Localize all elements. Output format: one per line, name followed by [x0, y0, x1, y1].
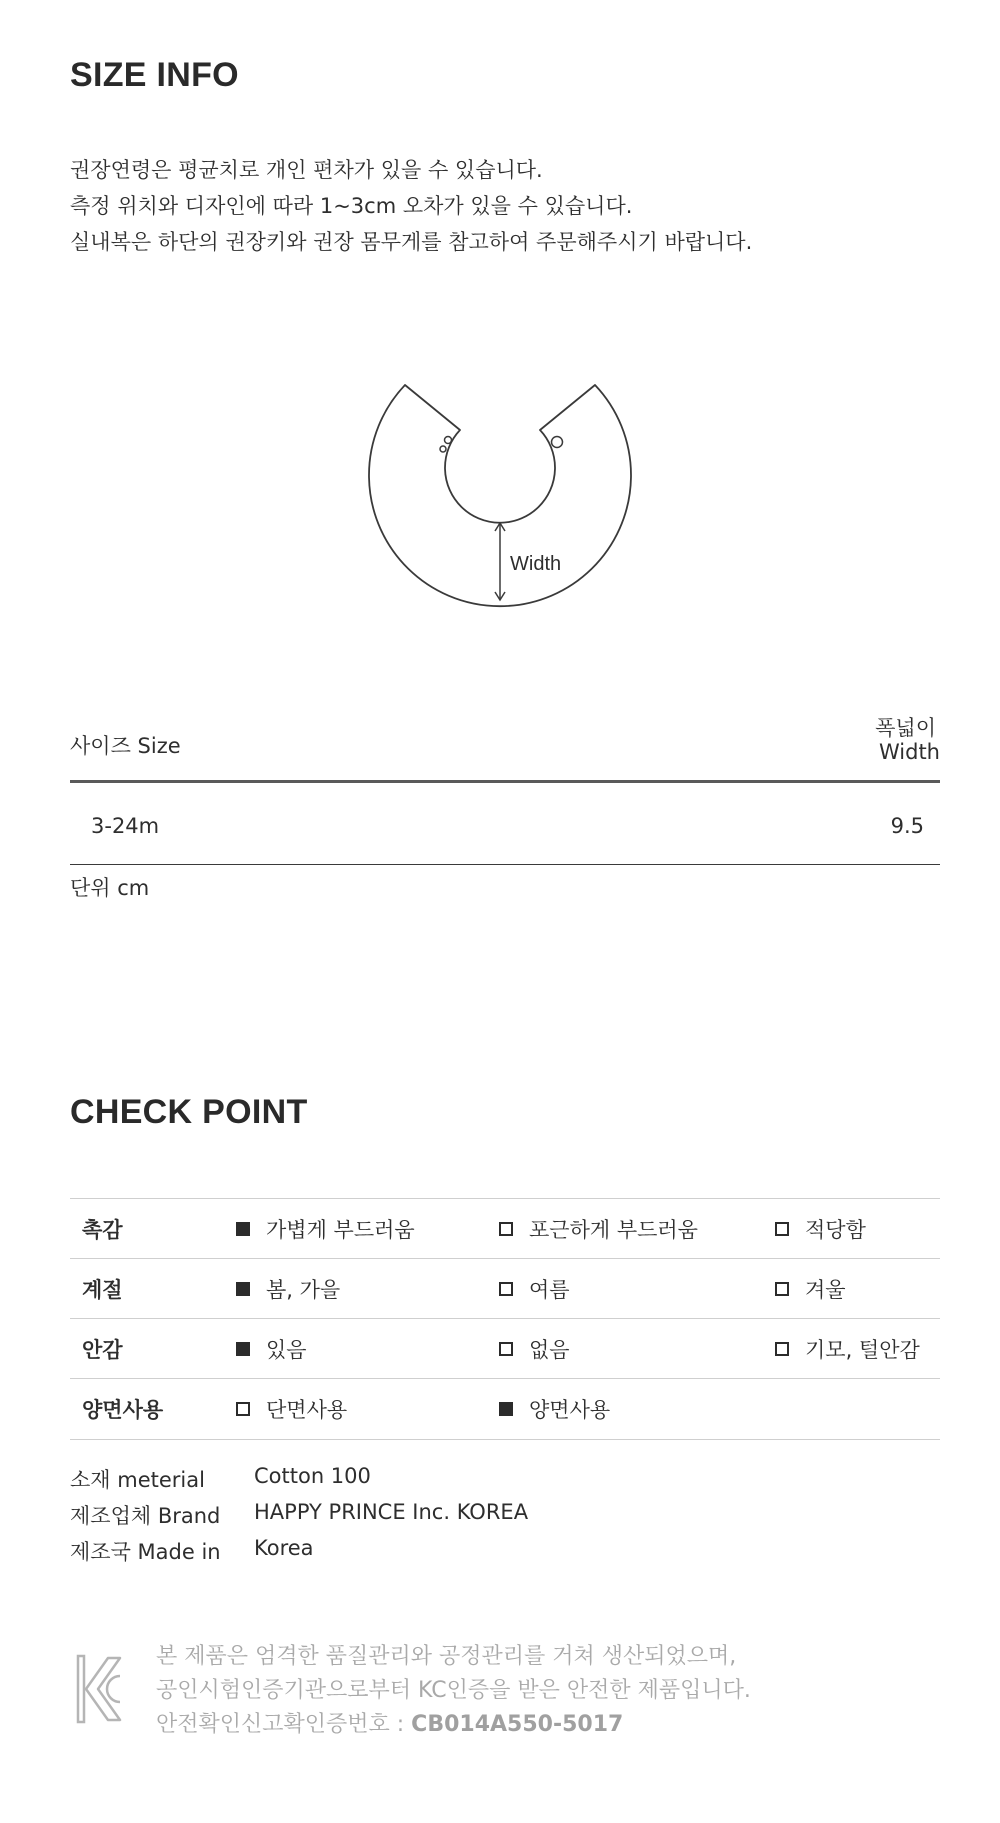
width-col-header-ko: 폭넓이: [875, 716, 936, 740]
check-point-label: 양면사용: [82, 1398, 164, 1422]
size-col-header: 사이즈 Size: [70, 734, 181, 758]
check-point-option-label: 포근하게 부드러움: [529, 1218, 698, 1242]
kc-line-1: 본 제품은 엄격한 품질관리와 공정관리를 거쳐 생산되었으며,: [156, 1644, 737, 1669]
unit-note: 단위 cm: [70, 876, 150, 900]
unchecked-box-icon: [236, 1402, 250, 1416]
kc-line-2: 공인시험인증기관으로부터 KC인증을 받은 안전한 제품입니다.: [156, 1678, 751, 1703]
kc-mark-icon: [76, 1654, 122, 1724]
made-in-key: 제조국 Made in: [70, 1540, 221, 1564]
check-point-option: [236, 1334, 307, 1364]
size-info-title: SIZE INFO: [70, 56, 239, 94]
material-key: 소재 meterial: [70, 1468, 205, 1492]
checked-box-icon: [236, 1222, 250, 1236]
check-point-option-label: 가볍게 부드러움: [266, 1218, 415, 1242]
check-point-option: [775, 1214, 866, 1244]
check-point-option: [499, 1274, 570, 1304]
check-point-title: CHECK POINT: [70, 1093, 308, 1131]
brand-key: 제조업체 Brand: [70, 1504, 221, 1528]
size-table-header-rule: [70, 780, 940, 783]
check-point-label: 안감: [82, 1338, 123, 1362]
unchecked-box-icon: [775, 1342, 789, 1356]
check-point-option-label: 여름: [529, 1278, 570, 1302]
snap-hole-right: [552, 437, 563, 448]
size-table-bottom-rule: [70, 864, 940, 865]
check-point-option: [775, 1274, 846, 1304]
snap-hole-left-top: [445, 437, 452, 444]
check-point-option-label: 있음: [266, 1338, 307, 1362]
width-col-header-en: Width: [878, 740, 940, 764]
size-note-3: 실내복은 하단의 권장키와 권장 몸무게를 참고하여 주문해주시기 바랍니다.: [70, 230, 753, 254]
kc-cert-label: 안전확인신고확인증번호 :: [156, 1712, 412, 1737]
check-point-row: [70, 1258, 940, 1319]
check-point-row: [70, 1318, 940, 1379]
width-label: Width: [510, 553, 562, 575]
check-point-option: [775, 1334, 920, 1364]
check-point-label: 계절: [82, 1278, 123, 1302]
checked-box-icon: [236, 1342, 250, 1356]
size-cell: 3-24m: [91, 814, 160, 838]
checked-box-icon: [499, 1402, 513, 1416]
snap-hole-left-bottom: [440, 446, 446, 452]
checked-box-icon: [236, 1282, 250, 1296]
size-note-1: 권장연령은 평균치로 개인 편차가 있을 수 있습니다.: [70, 158, 543, 182]
check-point-option: [499, 1394, 610, 1424]
unchecked-box-icon: [775, 1222, 789, 1236]
check-point-row: [70, 1198, 940, 1259]
unchecked-box-icon: [499, 1282, 513, 1296]
brand-value: HAPPY PRINCE Inc. KOREA: [254, 1500, 529, 1524]
check-point-option-label: 겨울: [805, 1278, 846, 1302]
check-point-label: 촉감: [82, 1218, 123, 1242]
check-point-option: [236, 1214, 415, 1244]
check-point-option-label: 기모, 털안감: [805, 1338, 920, 1362]
check-point-option: [499, 1334, 570, 1364]
size-note-2: 측정 위치와 디자인에 따라 1~3cm 오차가 있을 수 있습니다.: [70, 194, 633, 218]
check-point-option-label: 단면사용: [266, 1398, 348, 1422]
unchecked-box-icon: [499, 1222, 513, 1236]
check-point-option: [236, 1274, 340, 1304]
check-point-option-label: 없음: [529, 1338, 570, 1362]
bib-diagram: [355, 375, 645, 615]
material-value: Cotton 100: [254, 1464, 371, 1488]
check-point-option: [499, 1214, 698, 1244]
check-point-option: [236, 1394, 347, 1424]
check-point-option-label: 양면사용: [529, 1398, 611, 1422]
width-cell: 9.5: [890, 814, 924, 838]
kc-cert-number: CB014A550-5017: [411, 1712, 624, 1737]
check-point-option-label: 봄, 가을: [266, 1278, 341, 1302]
kc-line-3: [156, 1708, 623, 1742]
check-point-row: [70, 1378, 940, 1440]
unchecked-box-icon: [499, 1342, 513, 1356]
made-in-value: Korea: [254, 1536, 314, 1560]
check-point-option-label: 적당함: [805, 1218, 866, 1242]
unchecked-box-icon: [775, 1282, 789, 1296]
